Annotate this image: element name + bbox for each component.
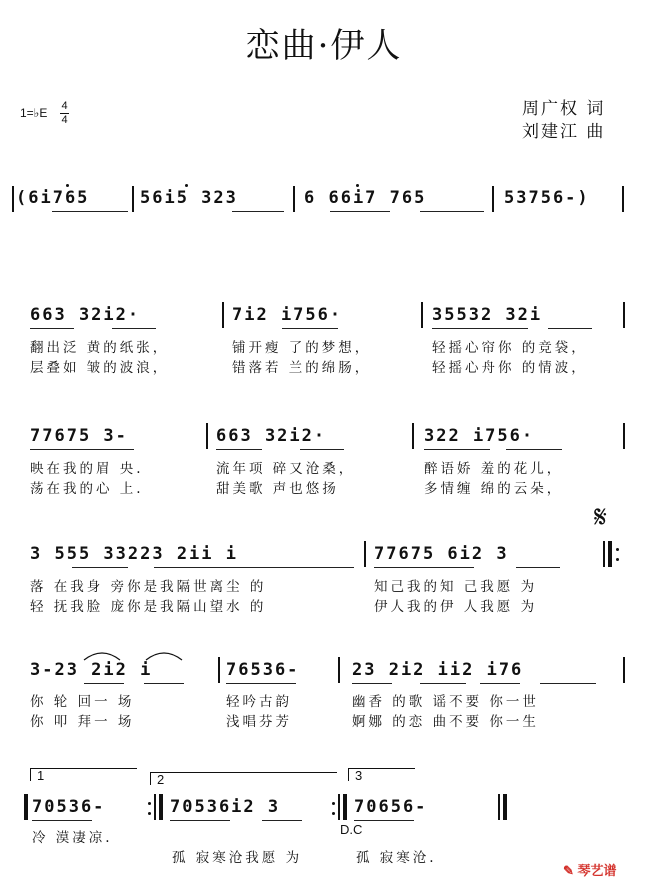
meter-top: 4 [61,100,68,112]
da-capo-mark: D.C [340,822,363,837]
repeat-dot [332,812,335,815]
lyric-verse-1: 翻出泛 黄的纸张， [30,340,170,356]
lyric-verse-2: 错落若 兰的绵肠， [232,360,372,376]
barline [338,657,340,683]
final-barline-thick [503,794,507,820]
song-title: 恋曲·伊人 [245,26,403,66]
barline [218,657,220,683]
segno-sign: 𝄋 [594,500,607,535]
measure-notes: 322 i756· [424,426,535,446]
measure-notes: (6i765 [16,188,90,208]
beam-underline [52,211,128,212]
beam-underline [112,328,156,329]
barline [623,302,625,328]
final-barline-thin [498,794,500,820]
logo-mark-icon: ✎ [563,863,574,878]
beam-underline [84,683,124,684]
beam-underline [424,449,490,450]
bar-start-thick [24,794,28,820]
slur [84,653,120,660]
beam-underline [226,683,296,684]
beam-underline [282,328,338,329]
measure-notes: 53756-) [504,188,590,208]
repeat-barline-thick [608,541,612,567]
lyric-verse-2: 浅唱芬芳 [226,714,292,730]
measure-notes: 3-23 2i2 i [30,660,153,680]
lyric-verse-1: 轻摇心帘你 的竞袋， [432,340,588,356]
measure-notes: 23 2i2 ii2 i76 [352,660,524,680]
measure-notes: 77675 3- [30,426,128,446]
beam-underline [432,328,528,329]
repeat-dot [148,812,151,815]
site-logo [563,860,617,879]
beam-underline [540,683,596,684]
beam-underline [144,683,184,684]
lyric-verse-2: 你 叩 拜一 场 [30,714,135,730]
lyric-verse-1: 知己我的知 己我愿 为 [374,579,538,595]
measure-notes: 663 32i2· [216,426,327,446]
beam-underline [170,820,230,821]
beam-underline [516,567,560,568]
lyric-verse-2: 多情缠 绵的云朵， [424,481,564,497]
barline [12,186,14,212]
lyric-verse-1: 流年项 碎又沧桑， [216,461,356,477]
lyric-verse-2: 层叠如 皱的波浪， [30,360,170,376]
volta-1: 1 [30,768,137,781]
lyric-verse-1: 映在我的眉 央. [30,461,144,477]
beam-underline [352,683,392,684]
barline [622,186,624,212]
lyric-verse-1: 冷 漠凄凉. [32,830,113,846]
repeat-barline-thin [154,794,156,820]
barline [206,423,208,449]
lyric-verse-2: 轻摇心舟你 的情波， [432,360,588,376]
beam-underline [548,328,592,329]
lyricist-credit: 周广权 词 [522,99,606,119]
lyric-verse-1: 你 轮 回一 场 [30,694,135,710]
barline [132,186,134,212]
measure-notes: 70536- [32,797,106,817]
lyric-verse-1: 轻吟古韵 [226,694,292,710]
beam-underline [262,820,302,821]
barline [293,186,295,212]
high-octave-dot [185,184,188,187]
beam-underline [506,449,562,450]
volta-3: 3 [348,768,415,781]
slur [146,653,182,660]
measure-notes: 77675 6i2 3 [374,544,509,564]
lyric-verse-1: 铺开瘦 了的梦想， [232,340,372,356]
lyric-verse-1: 幽香 的歌 谣不要 你一世 [352,694,539,710]
beam-underline [420,211,484,212]
meter-bottom: 4 [61,114,68,126]
measure-notes: 7i2 i756· [232,305,343,325]
barline [222,302,224,328]
measure-notes: 70536i2 3 [170,797,281,817]
beam-underline [232,211,284,212]
repeat-barline-thick [343,794,347,820]
barline [364,541,366,567]
beam-underline [374,567,474,568]
beam-underline [216,449,262,450]
beam-underline [30,328,74,329]
lyric-verse-1: 孤 寂寒沧. [356,850,437,866]
measure-notes: 70656- [354,797,428,817]
lyric-verse-2: 伊人我的伊 人我愿 为 [374,599,538,615]
logo-text: 琴艺谱 [577,863,617,878]
beam-underline [300,449,344,450]
beam-underline [32,820,92,821]
high-octave-dot [356,184,359,187]
beam-underline [354,820,414,821]
repeat-dot [616,548,619,551]
beam-underline [480,683,520,684]
repeat-dot [332,802,335,805]
lyric-verse-1: 孤 寂寒沧我愿 为 [172,850,303,866]
barline [492,186,494,212]
repeat-dot [616,558,619,561]
lyric-verse-1: 落 在我身 旁你是我隔世离尘 的 [30,579,267,595]
barline [412,423,414,449]
repeat-barline-thin [338,794,340,820]
lyric-verse-2: 甜美歌 声也悠扬 [216,481,339,497]
beam-underline [30,449,134,450]
measure-notes: 56i5 323 [140,188,238,208]
lyric-verse-2: 荡在我的心 上. [30,481,144,497]
repeat-dot [148,802,151,805]
measure-notes: 3 555 33223 2ii i [30,544,238,564]
time-signature [60,100,69,127]
beam-underline [72,567,128,568]
measure-notes: 35532 32i [432,305,543,325]
beam-underline [330,211,390,212]
volta-2: 2 [150,772,337,785]
beam-underline [154,567,354,568]
repeat-barline-thin [603,541,605,567]
repeat-barline-thick [159,794,163,820]
key-signature: 1=♭E [20,106,48,120]
composer-credit: 刘建江 曲 [522,122,606,142]
beam-underline [420,683,466,684]
lyric-verse-1: 醉语娇 羞的花儿， [424,461,564,477]
lyric-verse-2: 轻 抚我脸 庞你是我隔山望水 的 [30,599,267,615]
barline [623,423,625,449]
measure-notes: 6 66i7 765 [304,188,427,208]
measure-notes: 663 32i2· [30,305,141,325]
high-octave-dot [66,184,69,187]
barline [421,302,423,328]
lyric-verse-2: 婀娜 的恋 曲不要 你一生 [352,714,539,730]
measure-notes: 76536- [226,660,300,680]
barline [623,657,625,683]
